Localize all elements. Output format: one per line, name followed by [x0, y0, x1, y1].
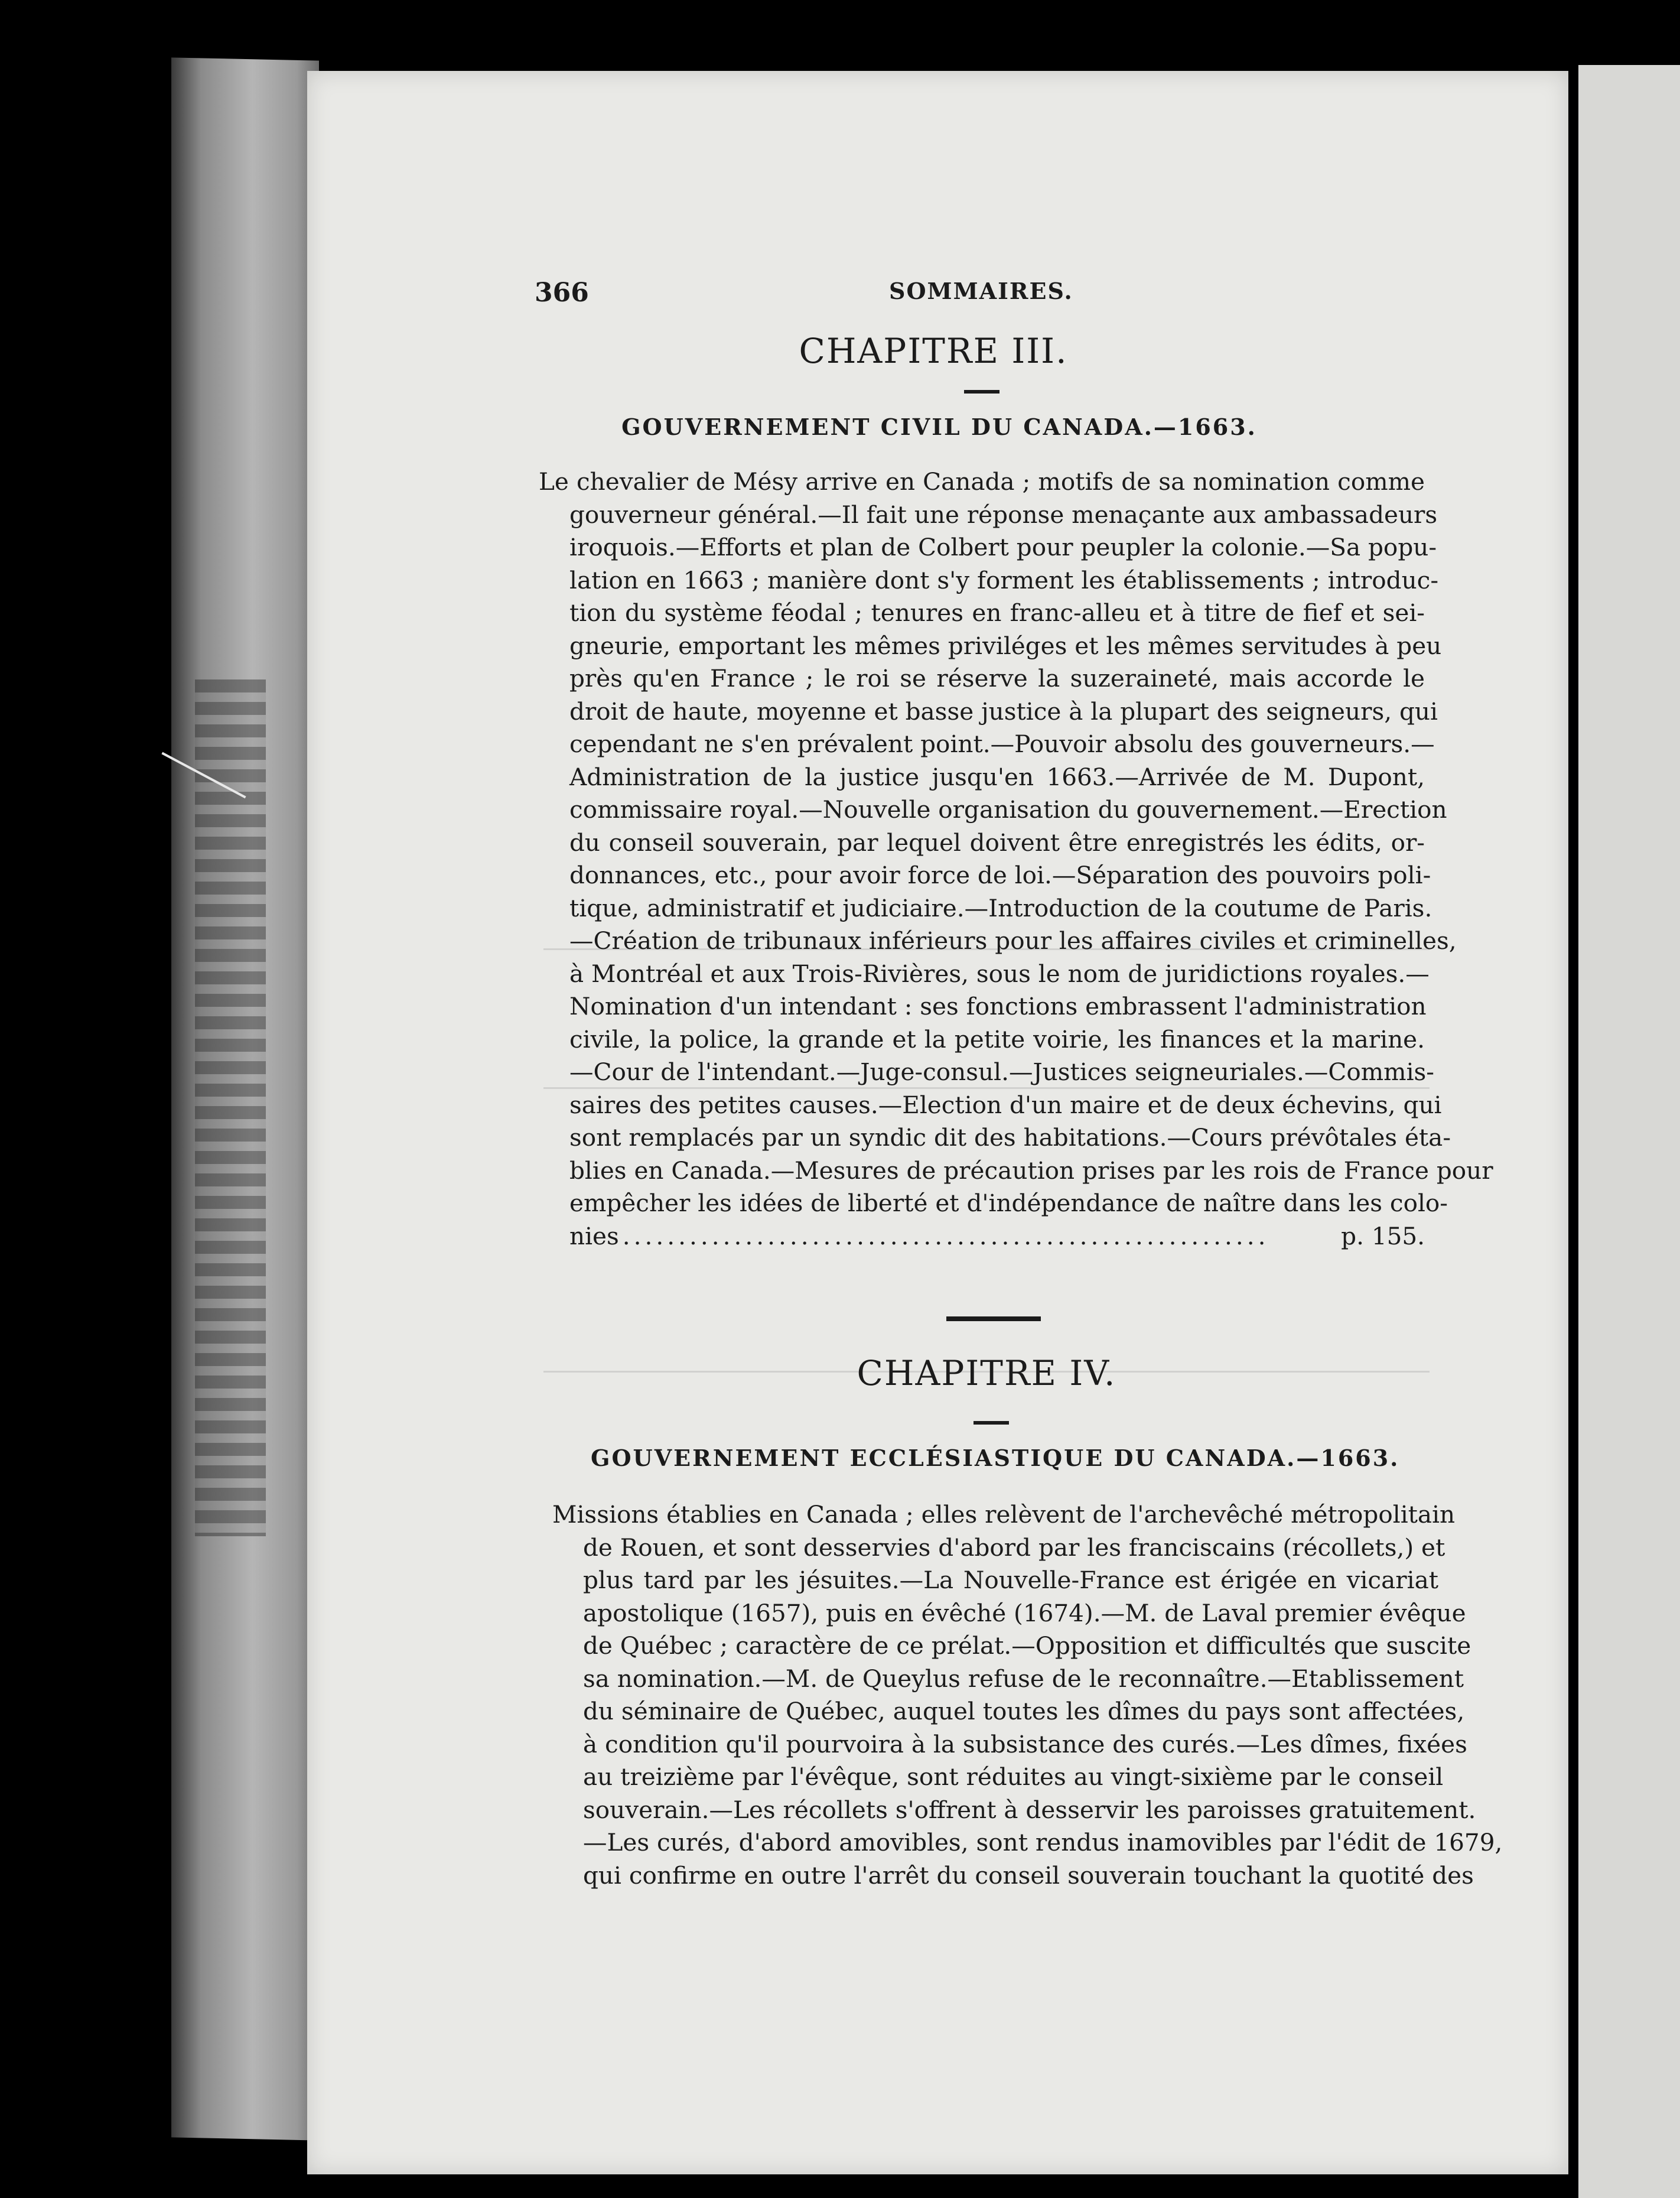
summary-line: à condition qu'il pourvoira à la subsistance des curés.—Les dîmes, fixées: [583, 1729, 1467, 1758]
summary-line: du séminaire de Québec, auquel toutes les dîmes du pays sont affectées,: [583, 1697, 1465, 1725]
facing-page-edge: [1578, 65, 1680, 2198]
summary-line: tion du système féodal ; tenures en franc-alleu et à titre de fief et sei-: [569, 599, 1425, 627]
summary-line: du conseil souverain, par lequel doivent être enregistrés les édits, or-: [569, 828, 1425, 857]
summary-line: empêcher les idées de liberté et d'indépendance de naître dans les colo-: [569, 1189, 1448, 1217]
summary-line: de Rouen, et sont desservies d'abord par les franciscains (récollets,) et: [583, 1533, 1445, 1562]
summary-line: commissaire royal.—Nouvelle organisation du gouvernement.—Erection: [569, 795, 1447, 824]
summary-line: gneurie, emportant les mêmes priviléges et les mêmes servitudes à peu: [569, 631, 1442, 660]
chapter-4-summary: [552, 1498, 1503, 1892]
summary-line: apostolique (1657), puis en évêché (1674).—M. de Laval premier évêque: [583, 1598, 1466, 1627]
summary-line: saires des petites causes.—Election d'un maire et de deux échevins, qui: [569, 1090, 1442, 1119]
chapter-3-title: CHAPITRE III.: [799, 331, 1068, 371]
chapter-3-summary: [539, 466, 1493, 1253]
chapter-4-title: CHAPITRE IV.: [857, 1353, 1116, 1393]
summary-line: sont remplacés par un syndic dit des habitations.—Cours prévôtales éta-: [569, 1123, 1451, 1152]
summary-last-line: [539, 1220, 1425, 1253]
chapter-separator: [946, 1316, 1041, 1321]
running-title: SOMMAIRES.: [889, 278, 1073, 304]
summary-line: iroquois.—Efforts et plan de Colbert pour peupler la colonie.—Sa popu-: [569, 533, 1437, 561]
summary-line: près qu'en France ; le roi se réserve la suzeraineté, mais accorde le: [569, 664, 1425, 692]
summary-last-word: nies: [569, 1221, 619, 1250]
summary-line: droit de haute, moyenne et basse justice à la plupart des seigneurs, qui: [569, 697, 1438, 726]
summary-line: Missions établies en Canada ; elles relèvent de l'archevêché métropolitain: [552, 1500, 1456, 1529]
summary-line: civile, la police, la grande et la petite voirie, les finances et la marine.: [569, 1025, 1425, 1054]
summary-line: blies en Canada.—Mesures de précaution prises par les rois de France pour: [569, 1156, 1493, 1185]
summary-line: sa nomination.—M. de Queylus refuse de le reconnaître.—Etablissement: [583, 1664, 1464, 1693]
page-gap: [1568, 35, 1578, 2198]
summary-line: au treizième par l'évêque, sont réduites au vingt-sixième par le conseil: [583, 1763, 1444, 1791]
page-reference: p. 155.: [1341, 1221, 1425, 1250]
summary-line: tique, administratif et judiciaire.—Introduction de la coutume de Paris.: [569, 893, 1432, 922]
chapter-4-subtitle: GOUVERNEMENT ECCLÉSIASTIQUE DU CANADA.—1663.: [591, 1445, 1400, 1471]
summary-line: plus tard par les jésuites.—La Nouvelle-France est érigée en vicariat: [583, 1566, 1438, 1594]
summary-line: souverain.—Les récollets s'offrent à desservir les paroisses gratuitement.: [583, 1795, 1476, 1824]
dot-leader: ..........................................................: [622, 1221, 1269, 1250]
chapter-3-rule: [964, 390, 999, 394]
page-number: 366: [535, 278, 589, 308]
summary-line: Le chevalier de Mésy arrive en Canada ; motifs de sa nomination comme: [539, 467, 1425, 496]
chapter-4-rule: [974, 1421, 1009, 1425]
summary-line: à Montréal et aux Trois-Rivières, sous le nom de juridictions royales.—: [569, 959, 1430, 988]
summary-line: de Québec ; caractère de ce prélat.—Opposition et difficultés que suscite: [583, 1631, 1471, 1660]
summary-line: donnances, etc., pour avoir force de loi.—Séparation des pouvoirs poli-: [569, 861, 1431, 889]
summary-line: Nomination d'un intendant : ses fonctions embrassent l'administration: [569, 992, 1427, 1020]
summary-line: —Les curés, d'abord amovibles, sont rendus inamovibles par l'édit de 1679,: [583, 1828, 1503, 1856]
summary-line: gouverneur général.—Il fait une réponse menaçante aux ambassadeurs: [569, 500, 1438, 529]
edge-stamp: [195, 679, 266, 1536]
chapter-3-subtitle: GOUVERNEMENT CIVIL DU CANADA.—1663.: [621, 414, 1257, 440]
summary-line: —Création de tribunaux inférieurs pour les affaires civiles et criminelles,: [569, 926, 1457, 955]
summary-line: qui confirme en outre l'arrêt du conseil souverain touchant la quotité des: [583, 1861, 1474, 1890]
summary-line: Administration de la justice jusqu'en 1663.—Arrivée de M. Dupont,: [569, 762, 1425, 791]
summary-line: lation en 1663 ; manière dont s'y forment les établissements ; introduc-: [569, 565, 1439, 594]
summary-line: cependant ne s'en prévalent point.—Pouvoir absolu des gouverneurs.—: [569, 730, 1435, 758]
summary-line: —Cour de l'intendant.—Juge-consul.—Justices seigneuriales.—Commis-: [569, 1058, 1434, 1086]
